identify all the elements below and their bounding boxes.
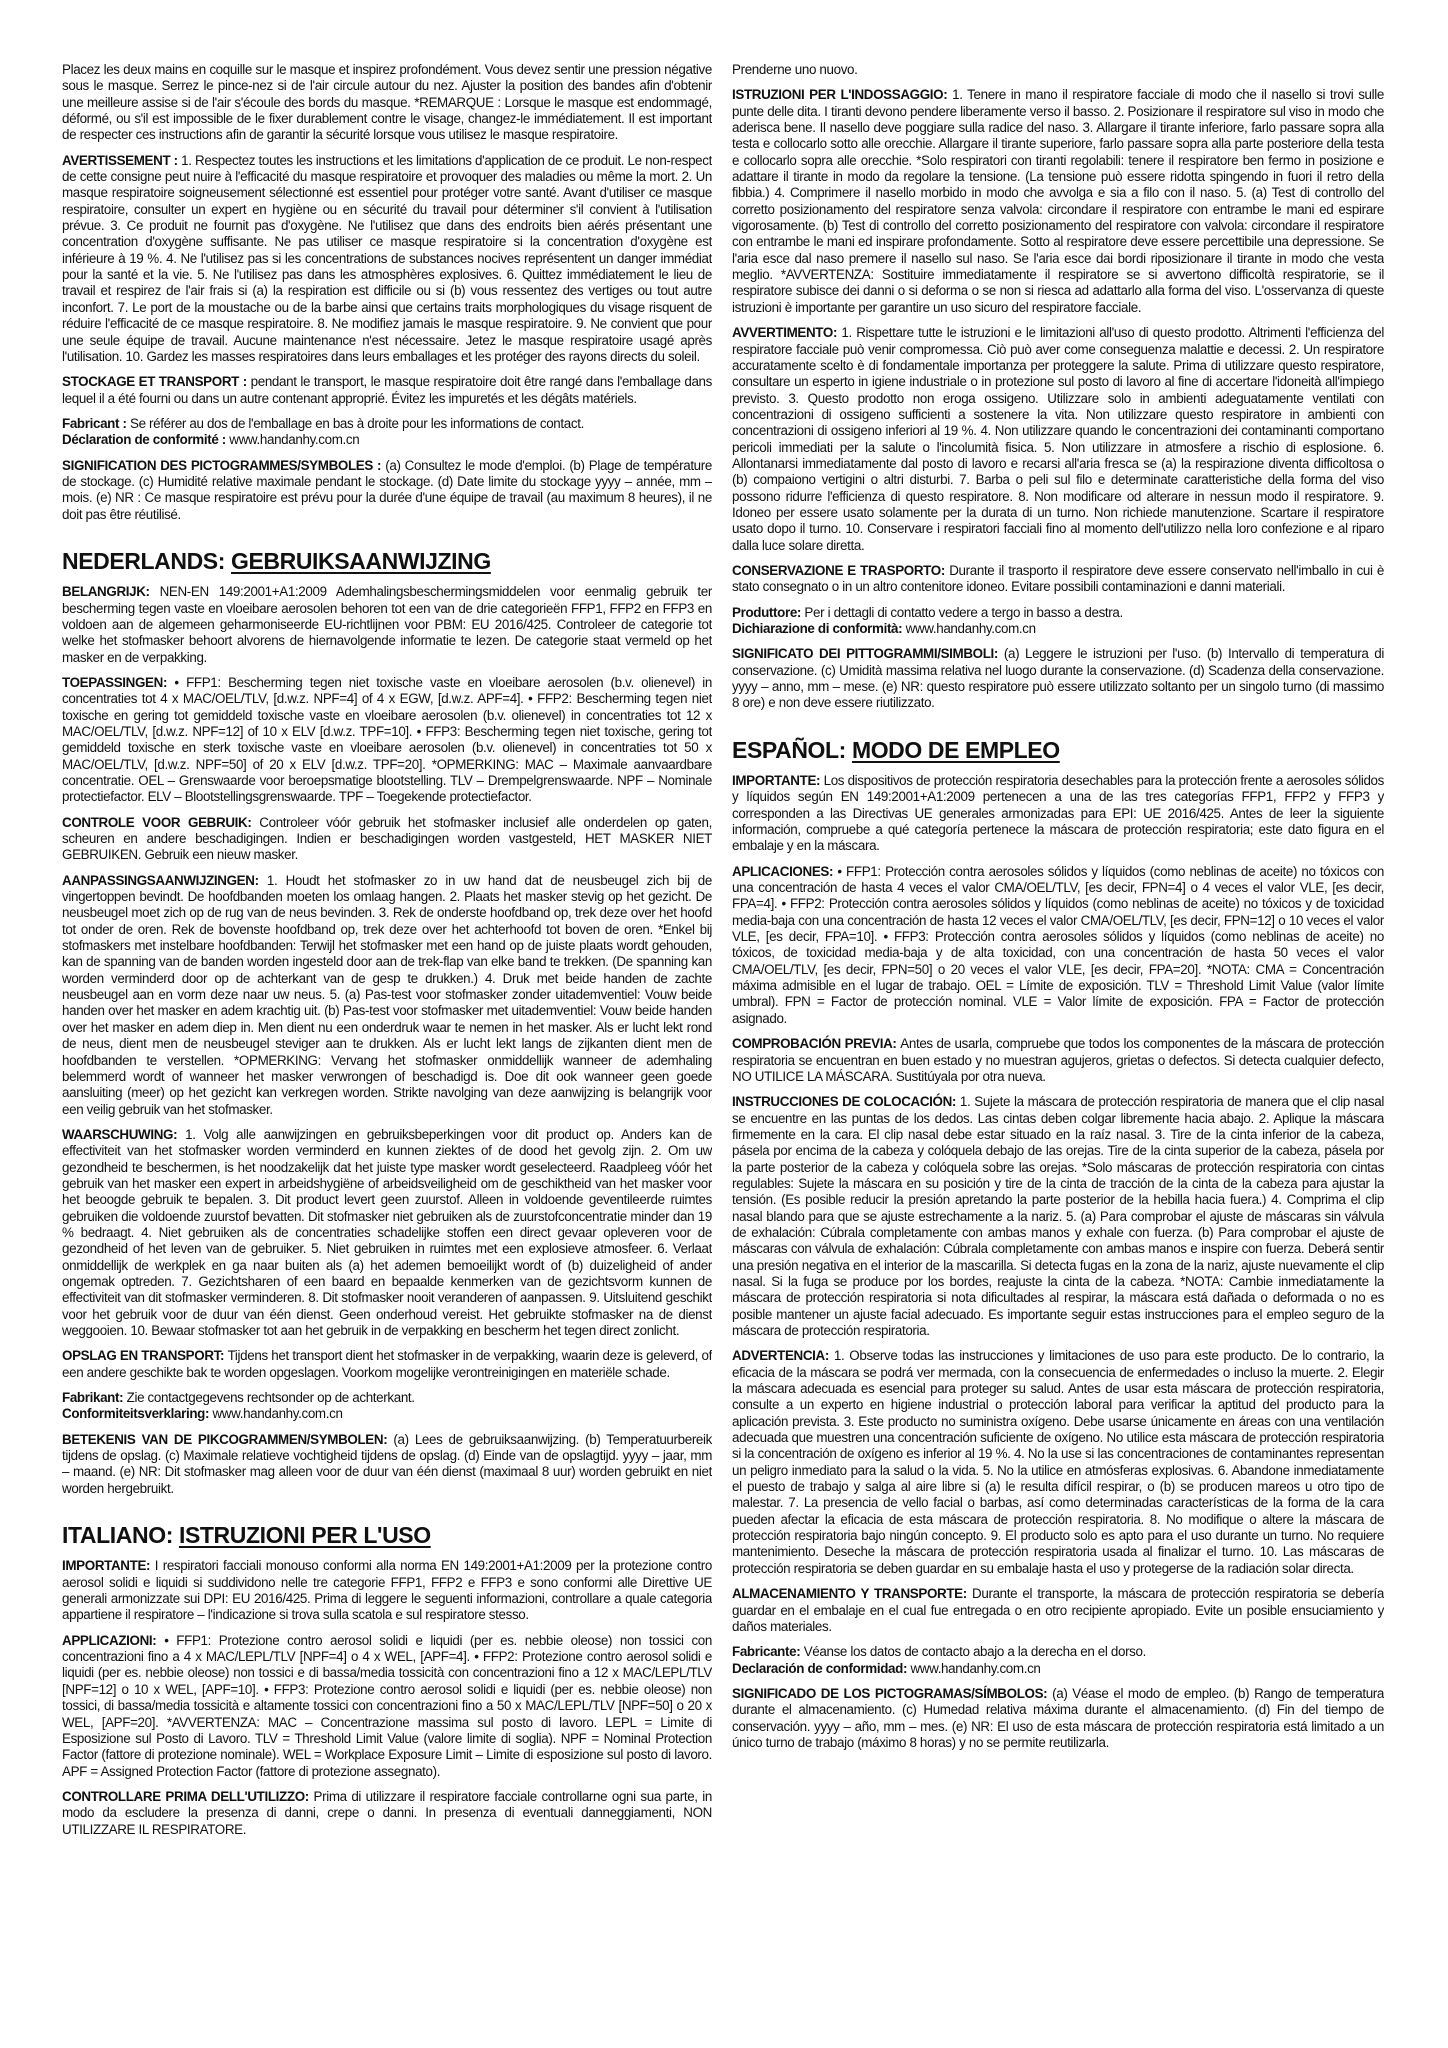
it-applications: APPLICAZIONI: • FFP1: Protezione contro aerosol solidi e liquidi (per es. nebbie oleose) non tossici con concentrazioni fino a 4 x MAC/LEPL/TLV [NPF=4] o 4 x WEL, [APF=4]. • FFP2: Protezione contro aerosol solidi e liquidi (per es. nebbie oleose) non tossici e di bassa/media tossicità con concentrazioni fino a 12 x MAC/LEPL/TLV [NPF=12] o 10 x WEL, [APF=10]. • FFP3: Protezione contro aerosol solidi e liquidi (per es. nebbie oleose) non tossici, di bassa/media tossicità e altamente tossici con concentrazioni fino a 50 x MAC/LEPL/TLV [NPF=50] o 20 x WEL, [APF=20]. *AVVERTENZA: MAC – Concentrazione massima sul posto di lavoro. LEPL = Limite di Esposizione sul Posto di Lavoro. TLV = Threshold Limit Value (valore limite di soglia). NPF = Nominal Protection Factor (fattore di protezione nominale). WEL = Workplace Exposure Limit – Limite di esposizione sul posto di lavoro. APF = Assigned Protection Factor (fattore di protezione assegnato). (62, 1632, 712, 1779)
it-manufacturer: Produttore: Per i dettagli di contatto vedere a tergo in basso a destra. (732, 604, 1123, 620)
fr-manufacturer: Fabricant : Se référer au dos de l'emballage en bas à droite pour les informations de contact. (62, 415, 584, 431)
es-declaration: Declaración de conformidad: www.handanhy.com.cn (732, 1660, 1041, 1676)
it-important: IMPORTANTE: I respiratori facciali monouso conformi alla norma EN 149:2001+A1:2009 per la protezione contro aerosol solidi e liquidi si suddividono nelle tre categorie FFP1, FFP2 e FFP3 e sono conformi alle Direttive UE generali armonizzate sui DPI: EU 2016/425. Prima di leggere le seguenti informazioni, controllare a quale categoria appartiene il respiratore – l'indicazione si trova sulla scatola e sul respiratore stesso. (62, 1558, 712, 1623)
nl-warning: WAARSCHUWING: 1. Volg alle aanwijzingen en gebruiksbeperkingen voor dit product op. Anders kan de effectiviteit van het stofmasker worden verminderd en kunnen ziektes of de dood het gevolg zijn. 2. Om uw gezondheid te beschermen, is het noodzakelijk dat het juiste type masker wordt geselecteerd. Raadpleeg vóór het gebruik van het masker een expert in arbeidshygiëne of arbeidsveiligheid om de geschiktheid van het masker voor het beoogde gebruik te bepalen. 3. Dit product levert geen zuurstof. Alleen in voldoende geventileerde ruimtes gebruiken die voldoende zuurstof bevatten. Dit stofmasker niet gebruiken als de zuurstofconcentratie minder dan 19 % bedraagt. 4. Niet gebruiken als de concentraties schadelijke stoffen een direct gevaar opleveren voor de gezondheid of het leven van de gebruiker. 5. Niet gebruiken in ruimtes met een explosieve atmosfeer. 6. Verlaat onmiddellijk de werkplek en ga naar buiten als (a) het ademen bemoeilijkt wordt of (b) duizeligheid of ander ongemak optreden. 7. Gezichtsharen of een baard en bepaalde kenmerken van de gezichtsvorm kunnen de effectiviteit van dit stofmasker verminderen. 8. Dit stofmasker nooit veranderen of aanpassen. 9. Uitsluitend geschikt voor het gebruik voor de duur van één dienst. Geen onderhoud vereist. Het gebruikte stofmasker na de dienst weggooien. 10. Bewaar stofmasker tot aan het gebruik in de verpakking en bescherm het tegen direct zonlicht. (62, 1126, 712, 1339)
nl-check-before-use: CONTROLE VOOR GEBRUIK: Controleer vóór gebruik het stofmasker inclusief alle onderdelen op gaten, scheuren en andere beschadigingen. Indien er beschadigingen worden vastgesteld, HET MASKER NIET GEBRUIKEN. Gebruik een nieuw masker. (62, 814, 712, 863)
it-fitting-instructions: ISTRUZIONI PER L'INDOSSAGGIO: 1. Tenere in mano il respiratore facciale di modo che il nasello si trovi sulle punte delle dita. I tiranti devono pendere liberamente verso il basso. 2. Posizionare il respiratore sul viso in modo che aderisca bene. Il nasello deve poggiare sulla radice del naso. 3. Allargare il tirante inferiore, farlo passare sopra alla testa e collocarlo sotto alle orecchie. Allargare il tirante superiore, farlo passare sopra alla parte posteriore della testa e collocarlo sopra alle orecchie. *Solo respiratori con tiranti regolabili: tenere il respiratore ben fermo in posizione e adattare il tirante in modo da regolare la tensione. (La tensione può essere ridotta spingendo in fuori il retro della fibbia.) 4. Comprimere il nasello morbido in modo che avvolga e sia a filo con il naso. 5. (a) Test di controllo del corretto posizionamento del respiratore senza valvola: circondare il respiratore con entrambe le mani ed espirare vigorosamente. (b) Test di controllo del corretto posizionamento del respiratore con valvola: circondare il respiratore con entrambe le mani ed inspirare profondamente. Sotto al respiratore deve essere percettibile una depressione. Se l'aria esce dal naso premere il nasello sul naso. Se l'aria esce dai bordi riposizionare il tirante in modo che vesta meglio. *AVVERTENZA: Sostituire immediatamente il respiratore se si avvertono difficoltà respiratorie, se il respiratore subisce dei danni o si deforma o se non si riesca ad adattarlo alla forma del viso. L'osservanza di queste istruzioni è importante per garantire un uso sicuro del respiratore facciale. (732, 87, 1384, 315)
it-warning: AVVERTIMENTO: 1. Rispettare tutte le istruzioni e le limitazioni all'uso di questo prodotto. Altrimenti l'efficienza del respiratore facciale può venir compromessa. Ciò può aver come conseguenza malattie e decessi. 2. Un respiratore accuratamente scelto è di fondamentale importanza per proteggere la salute. Prima di utilizzare questo respiratore, consultare un esperto in igiene industriale o in protezione sul posto di lavoro al fine di accertare l'idoneità all'impiego previsto. 3. Questo prodotto non eroga ossigeno. Utilizzare solo in ambienti adeguatamente ventilati con concentrazioni di ossigeno sufficienti a sostenere la vita. Non utilizzare questo respiratore in ambienti con concentrazioni di ossigeno inferiori al 19 %. 4. Non utilizzare quando le concentrazioni dei contaminanti comportano pericoli immediati per la salute o l'incolumità fisica. 5. Non utilizzare in atmosfere a rischio di esplosione. 6. Allontanarsi immediatamente dal posto di lavoro e recarsi all'aria fresca se (a) la respirazione diventa difficoltosa o (b) compaiono vertigini o altri disturbi. 7. Barba o peli sul filo e determinate caratteristiche della forma del viso possono ridurre l'efficienza di questo respiratore. 8. Non modificare od alterare in nessun modo il respiratore. 9. Idoneo per essere usato solamente per la durata di un turno. Non richiede manutenzione. Scartare il respiratore usato dopo il turno. 10. Conservare i respiratori facciali fino al momento dell'utilizzo nella loro confezione e al riparo dalla luce solare diretta. (732, 325, 1384, 553)
fr-warning: AVERTISSEMENT : 1. Respectez toutes les instructions et les limitations d'application de ce produit. Le non-respect de cette consigne peut nuire à l'efficacité du masque respiratoire et provoquer des maladies ou même la mort. 2. Un masque respiratoire soigneusement sélectionné est essentiel pour protéger votre santé. Avant d'utiliser ce masque respiratoire, consulter un expert en hygiène ou en sécurité du travail pour déterminer s'il convient à l'utilisation prévue. 3. Ce produit ne fournit pas d'oxygène. Ne l'utilisez que dans des endroits bien aérés présentant une concentration d'oxygène suffisante. Ne pas utiliser ce masque respiratoire si la concentration d'oxygène est inférieure à 19 %. 4. Ne l'utilisez pas si les concentrations de substances nocives représentent un danger immédiat pour la santé et la vie. 5. Ne l'utilisez pas dans les atmosphères explosives. 6. Quittez immédiatement le lieu de travail et respirez de l'air frais si (a) la respiration est difficile ou si (b) vous ressentez des vertiges ou tout autre inconfort. 7. Le port de la moustache ou de la barbe ainsi que certains traits morphologiques du visage risquent de réduire l'efficacité de ce masque respiratoire. 8. Ne modifiez jamais le masque respiratoire. 9. Ne convient que pour une seule équipe de travail. Aucune maintenance n'est nécessaire. Jetez le masque respiratoire usagé après l'utilisation. 10. Gardez les masses respiratoires dans leurs emballages et les protéger des rayons directs du soleil. (62, 152, 712, 364)
nl-declaration: Conformiteitsverklaring: www.handanhy.com.cn (62, 1406, 343, 1422)
it-storage: CONSERVAZIONE E TRASPORTO: Durante il trasporto il respiratore deve essere conservato nell'imballo in cui è stato consegnato o in un altro contenitore idoneo. Evitare possibili contaminazioni e danni materiali. (732, 562, 1384, 595)
nl-fitting-instructions: AANPASSINGSAANWIJZINGEN: 1. Houdt het stofmasker zo in uw hand dat de neusbeugel zich bij de vingertoppen bevindt. De hoofdbanden moeten los omlaag hangen. 2. Plaats het masker stevig op het gezicht. De neusbeugel moet zich op de rug van de neus bevinden. 3. Rek de onderste hoofdband op, trek deze over het hoofd tot onder de oren. Rek de bovenste hoofdband op, trek deze over het achterhoofd tot boven de oren. *Enkel bij stofmaskers met instelbare hoofdbanden: Terwijl het stofmasker met een hand op de juiste plaats wordt gehouden, kan de spanning van de banden worden ingesteld door aan de trek-flap van elke band te trekken. (De spanning kan worden verminderd door op de achterkant van de gesp te drukken.) 4. Druk met beide handen de zachte neusbeugel aan en vorm deze naar uw neus. 5. (a) Pas-test voor stofmasker zonder uitademventiel: Vouw beide handen over het masker en adem krachtig uit. (b) Pas-test voor stofmasker met uitademventiel: Vouw beide handen over het masker en adem diep in. Men dient nu een onderdruk waar te nemen in het masker. Als er lucht lekt rond de neus, dient men de neusbeugel steviger aan te drukken. Als er lucht lekt langs de zijkanten dient men de hoofdbanden te verstellen. *OPMERKING: Vervang het stofmasker onmiddellijk wanneer de ademhaling belemmerd wordt of wanneer het masker verwrongen of beschadigd is. Doe dit ook wanneer geen goede aansluiting (meer) op het gezicht kan verkregen worden. Strikte navolging van deze aanwijzing is belangrijk voor een veilig gebruik van het stofmasker. (62, 872, 712, 1117)
left-column (62, 62, 712, 2036)
nl-storage: OPSLAG EN TRANSPORT: Tijdens het transport dient het stofmasker in de verpakking, waarin deze is geleverd, of een andere geschikte bak te worden opgeslagen. Voorkom mogelijke verontreinigingen en materiële schade. (62, 1348, 712, 1380)
fr-storage: STOCKAGE ET TRANSPORT : pendant le transport, le masque respiratoire doit être rangé dans l'emballage dans lequel il a été fourni ou dans un autre contenant approprié. Évitez les impuretés et les dégâts matériels. (62, 374, 712, 406)
es-check-before-use: COMPROBACIÓN PREVIA: Antes de usarla, compruebe que todos los componentes de la máscara de protección respiratoria se encuentran en buen estado y no muestran agujeros, grietas o defectos. Si detecta cualquier defecto, NO UTILICE LA MÁSCARA. Sustitúyala por otra nueva. (732, 1036, 1384, 1084)
fr-symbols: SIGNIFICATION DES PICTOGRAMMES/SYMBOLES : (a) Consultez le mode d'emploi. (b) Plage de température de stockage. (c) Humidité relative maximale pendant le stockage. (d) Date limite du stockage yyyy – année, mm – mois. (e) NR : Ce masque respiratoire est prévu pour la durée d'une équipe de travail (au maximum 8 heures), il ne doit pas être réutilisé. (62, 457, 712, 522)
it-check-before-use: CONTROLLARE PRIMA DELL'UTILIZZO: Prima di utilizzare il respiratore facciale controllarne ogni sua parte, in modo da escludere la presenza di danni, crepe o danni. In presenza di eventuali danneggiamenti, NON UTILIZZARE IL RESPIRATORE. (62, 1788, 712, 1837)
nl-applications: TOEPASSINGEN: • FFP1: Bescherming tegen niet toxische vaste en vloeibare aerosolen (b.v. olienevel) in concentraties tot 4 x MAC/OEL/TLV, [d.w.z. NPF=4] of 4 x EGW, [d.w.z. APF=4]. • FFP2: Bescherming tegen niet toxische en gering tot gemiddeld toxische vaste en vloeibare aerosolen (b.v. olienevel) in concentraties tot 12 x MAC/OEL/TLV, [d.w.z. NPF=12] of 10 x ELV [d.w.z. TPF=10]. • FFP3: Bescherming tegen niet toxische, gering tot gemiddeld toxische en sterk toxische vaste en vloeibare aerosolen (b.v. olienevel) in concentraties tot 50 x MAC/OEL/TLV, [d.w.z. NPF=50] of 20 x ELV [d.w.z. TPF=20]. *OPMERKING: MAC – Maximale aanvaardbare concentratie. OEL – Grenswaarde voor beroepsmatige blootstelling. TLV – Drempelgrenswaarde. NPF – Nominale protectiefactor. ELV – Blootstellingsgrenswaarde. TPF – Toegekende protectiefactor. (62, 674, 712, 805)
es-important: IMPORTANTE: Los dispositivos de protección respiratoria desechables para la protección frente a aerosoles sólidos y líquidos según EN 149:2001+A1:2009 pertenecen a una de las tres categorías FFP1, FFP2 y FFP3 y corresponden a las Directivas UE generales armonizadas para EPI: UE 2016/425. Antes de leer la siguiente información, compruebe a qué categoría pertenece la máscara de protección respiratoria; este dato figura en el embalaje y en la máscara. (732, 773, 1384, 854)
fr-fitting-continued: Placez les deux mains en coquille sur le masque et inspirez profondément. Vous devez sentir une pression négative sous le masque. Serrez le pince-nez si de l'air circule autour du nez. Ajuster la position des bandes afin d'obtenir une meilleure assise si de l'air s'écoule des bords du masque. *REMARQUE : Lorsque le masque est endommagé, déformé, ou s'il est impossible de le fixer durablement contre le visage, changez-le immédiatement. Il est important de respecter ces instructions afin de garantir la sécurité lorsque vous utilisez le masque respiratoire. (62, 62, 712, 143)
es-section-heading: ESPAÑOL: MODO DE EMPLEO (732, 736, 1060, 763)
es-warning: ADVERTENCIA: 1. Observe todas las instrucciones y limitaciones de uso para este producto. De lo contrario, la eficacia de la máscara se podrá ver mermada, con la consecuencia de enfermedades o incluso la muerte. 2. Elegir la máscara adecuada es esencial para proteger su salud. Antes de usar esta máscara de protección respiratoria, consulte a un experto en higiene industrial o protección laboral para verificar la aptitud del producto para la aplicación prevista. 3. Este producto no suministra oxígeno. Debe usarse únicamente en áreas con una ventilación adecuada que muestren una concentración suficiente de oxígeno. No utilice esta máscara de protección respiratoria si la concentración de oxígeno es inferior al 19 %. 4. No la use si las concentraciones de contaminantes representan un peligro inmediato para la salud o la vida. 5. No la utilice en atmósferas explosivas. 6. Abandone inmediatamente el puesto de trabajo y salga al aire libre si (a) le resulta difícil respirar, o (b) se producen mareos u otro tipo de malestar. 7. La presencia de vello facial o barbas, así como determinadas características de la forma de la cara pueden afectar la eficacia de esta máscara de protección respiratoria. 8. No modifique o altere la máscara de protección respiratoria bajo ningún concepto. 9. El producto solo es apto para el uso durante un turno. No requiere mantenimiento. Deseche la máscara de protección respiratoria usada al finalizar el turno. 10. Las máscaras de protección respiratoria se deben guardar en su embalaje hasta el uso y protegerse de la radiación solar directa. (732, 1348, 1384, 1576)
fr-declaration: Déclaration de conformité : www.handanhy.com.cn (62, 432, 360, 448)
es-manufacturer: Fabricante: Véanse los datos de contacto abajo a la derecha en el dorso. (732, 1644, 1146, 1660)
it-symbols: SIGNIFICATO DEI PITTOGRAMMI/SIMBOLI: (a) Leggere le istruzioni per l'uso. (b) Intervallo di temperatura di conservazione. (c) Umidità massima relativa nel luogo durante la conservazione. (d) Scadenza della conservazione. yyyy – anno, mm – mese. (e) NR: questo respiratore può essere utilizzato soltanto per un singolo turno (di massimo 8 ore) e non deve essere riutilizzato. (732, 646, 1384, 711)
es-symbols: SIGNIFICADO DE LOS PICTOGRAMAS/SÍMBOLOS: (a) Véase el modo de empleo. (b) Rango de temperatura durante el almacenamiento. (c) Humedad relativa máxima durante el almacenamiento. (d) Fin del tiempo de conservación. yyyy – año, mm – mes. (e) NR: El uso de esta máscara de protección respiratoria está limitado a un único turno de trabajo (máximo 8 horas) y no se permite reutilizarla. (732, 1685, 1384, 1750)
it-declaration: Dichiarazione di conformità: www.handanhy.com.cn (732, 621, 1036, 636)
es-storage: ALMACENAMIENTO Y TRANSPORTE: Durante el transporte, la máscara de protección respiratoria se debería guardar en el embalaje en el cual fue entregada o en otro recipiente apropiado. Evite un posible ensuciamiento y daños materiales. (732, 1586, 1384, 1634)
es-fitting-instructions: INSTRUCCIONES DE COLOCACIÓN: 1. Sujete la máscara de protección respiratoria de manera que el clip nasal se encuentre en las puntas de los dedos. Las cintas deben colgar libremente hacia abajo. 2. Aplique la máscara firmemente en la cara. El clip nasal debe estar situado en la raíz nasal. 3. Tire de la cinta inferior de la cabeza, pásela por encima de la cabeza y colóquela debajo de las orejas. Tire de la cinta superior de la cabeza, pásela por la parte posterior de la cabeza y colóquela sobre las orejas. *Solo máscaras de protección respiratoria con cintas regulables: Sujete la máscara en su posición y tire de la cinta de tracción de la cinta de la cabeza para ajustar la tensión. (Es posible reducir la presión apretando la parte posterior de la hebilla hacia fuera.) 4. Comprima el clip nasal blando para que se ajuste estrechamente a la nariz. 5. (a) Para comprobar el ajuste de máscaras sin válvula de exhalación: Cúbrala completamente con ambas manos y exhale con fuerza. (b) Para comprobar el ajuste de máscaras con válvula de exhalación: Cúbrala completamente con ambas manos e inspire con fuerza. Deberá sentir una presión negativa en el interior de la mascarilla. Si detecta fugas en la zona de la nariz, ajuste nuevamente el clip nasal. Si la fuga se produce por los bordes, reajuste la cinta de la cabeza. *NOTA: Cambie inmediatamente la máscara de protección respiratoria si nota dificultades al respirar, la máscara está dañada o deformada o no es posible mantener un ajuste facial adecuado. Es importante seguir estas instrucciones para el empleo seguro de la máscara de protección respiratoria. (732, 1094, 1384, 1339)
nl-important: BELANGRIJK: NEN-EN 149:2001+A1:2009 Ademhalingsbeschermingsmiddelen voor eenmalig gebruik ter bescherming tegen vaste en vloeibare aerosolen behoren tot een van de drie categorieën FFP1, FFP2 en FFP3 en voldoen aan de algemeen geharmoniseerde EU-richtlijnen voor PBM: EU 2016/425. Controleer de categorie tot welke het stofmasker behoort alvorens de hiernavolgende informatie te lezen. De categorie staat vermeld op het masker en de verpakking. (62, 584, 712, 665)
it-check-continued: Prenderne uno nuovo. (732, 62, 858, 77)
nl-section-heading: NEDERLANDS: GEBRUIKSAANWIJZING (62, 547, 491, 574)
it-section-heading: ITALIANO: ISTRUZIONI PER L'USO (62, 1522, 431, 1549)
nl-manufacturer: Fabrikant: Zie contactgegevens rechtsonder op de achterkant. (62, 1390, 415, 1406)
right-column (732, 62, 1384, 2036)
nl-symbols: BETEKENIS VAN DE PIKCOGRAMMEN/SYMBOLEN: (a) Lees de gebruiksaanwijzing. (b) Temperatuurbereik tijdens de opslag. (c) Maximale relatieve vochtigheid tijdens de opslag. (d) Einde van de opslagtijd. yyyy – jaar, mm – maand. (e) NR: Dit stofmasker mag alleen voor de duur van één dienst (maximaal 8 uur) worden gebruikt en niet worden hergebruikt. (62, 1431, 712, 1496)
es-applications: APLICACIONES: • FFP1: Protección contra aerosoles sólidos y líquidos (como neblinas de aceite) no tóxicos con una concentración de hasta 4 veces el valor CMA/OEL/TLV, [es decir, FPN=4] o 4 veces el valor VLE, [es decir, FPA=4]. • FFP2: Protección contra aerosoles sólidos y líquidos (como neblinas de aceite) no tóxicos y de toxicidad media-baja con una concentración de hasta 12 veces el valor CMA/OEL/TLV, [es decir, FPN=12] o 10 veces el valor VLE, [es decir, FPA=10]. • FFP3: Protección contra aerosoles sólidos y líquidos (como neblinas de aceite) no tóxicos, de toxicidad media-baja y de alta toxicidad, con una concentración de hasta 50 veces el valor CMA/OEL/TLV, [es decir, FPN=50] o 20 veces el valor VLE, [es decir, FPA=20]. *NOTA: CMA = Concentración máxima admisible en el lugar de trabajo. OEL = Límite de exposición. TLV = Threshold Limit Value (valor límite umbral). FPN = Factor de protección nominal. VLE = Valor límite de exposición. FPA = Factor de protección asignado. (732, 863, 1384, 1026)
